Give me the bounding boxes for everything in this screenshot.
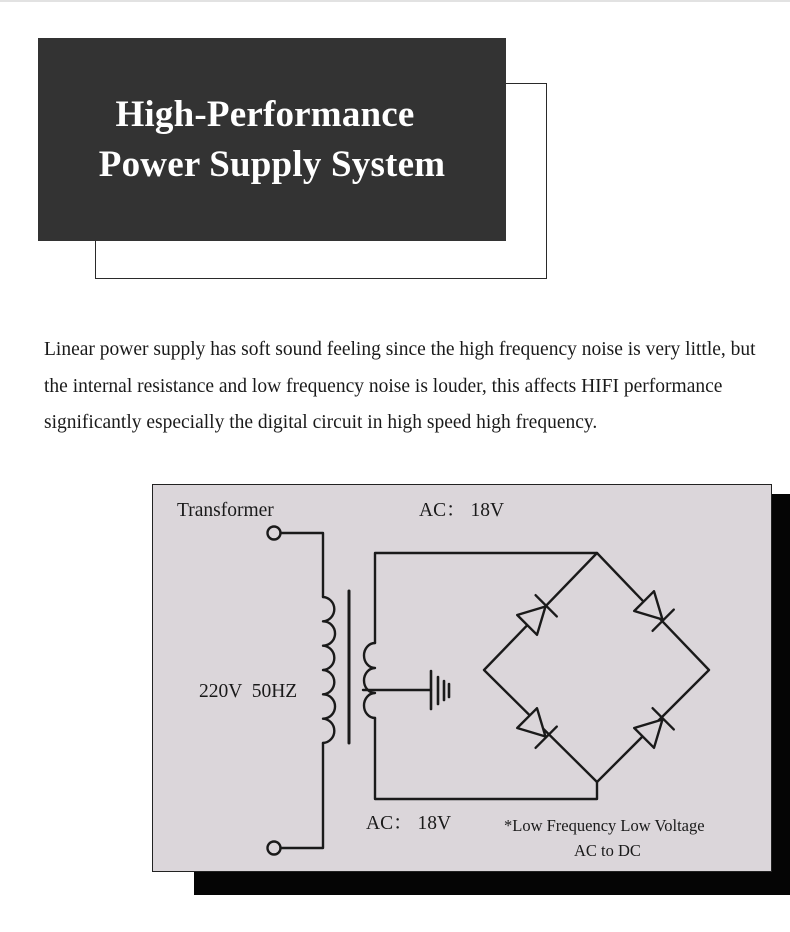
secondary-coil — [364, 643, 375, 718]
title-line-1: High-Performance — [115, 93, 415, 135]
transformer-label: Transformer — [177, 500, 274, 521]
title-line-2: Power Supply System — [98, 143, 446, 185]
bridge-left-edges — [484, 553, 597, 782]
note-line-2: AC to DC — [574, 841, 641, 860]
primary-lead-bottom — [281, 743, 324, 848]
input-voltage-label: 220V 50HZ — [199, 681, 298, 702]
primary-lead-top — [281, 533, 324, 597]
input-terminal-top — [268, 527, 281, 540]
title-block — [38, 38, 506, 241]
ac-voltage-bottom-label: AC： 18V — [366, 813, 452, 834]
secondary-circuit-wire — [375, 553, 709, 799]
circuit-diagram — [152, 484, 772, 872]
note-line-1: *Low Frequency Low Voltage — [504, 816, 705, 835]
circuit-schematic — [153, 485, 773, 873]
top-divider — [0, 0, 790, 2]
diode-bottom-left — [516, 707, 556, 747]
input-terminal-bottom — [268, 842, 281, 855]
description-paragraph: Linear power supply has soft sound feeling since the high frequency noise is very little, but the internal resistance and low frequency noise is louder, this affects HIFI performance significantly especially the digital circuit in high speed high frequency. — [44, 339, 756, 433]
ac-voltage-top-label: AC： 18V — [419, 500, 505, 521]
primary-coil — [323, 597, 335, 743]
diode-bottom-right — [633, 708, 673, 748]
